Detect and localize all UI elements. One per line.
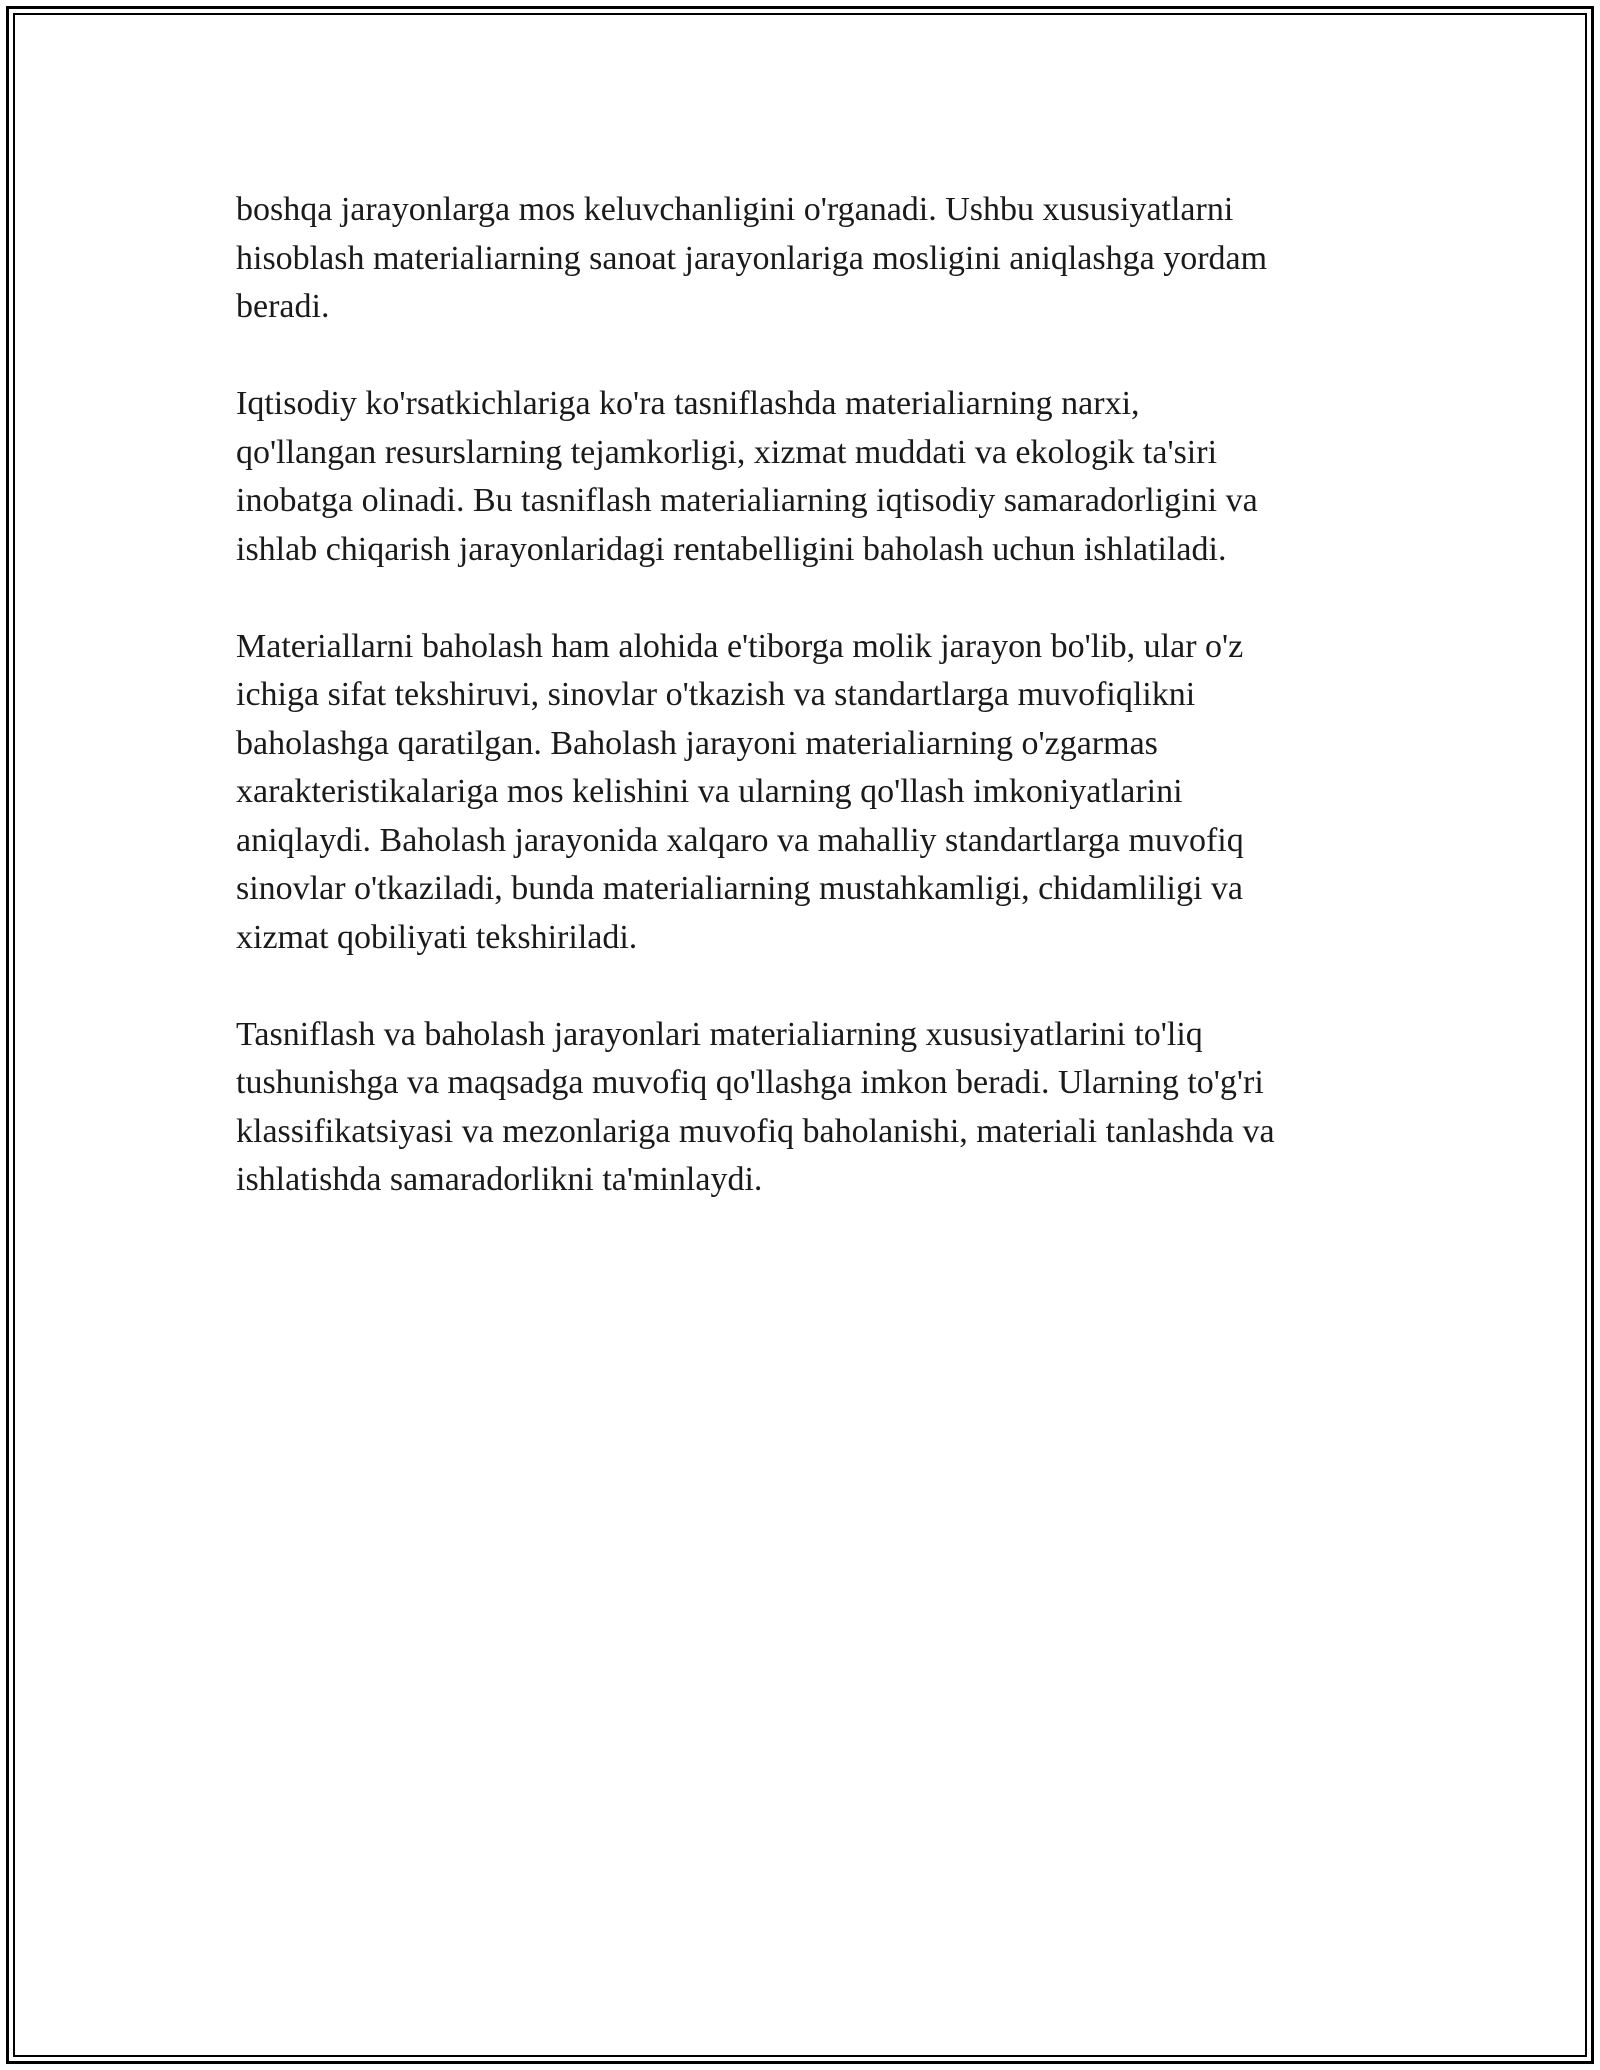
paragraph-3: Materiallarni baholash ham alohida e'tiborga molik jarayon bo'lib, ular o'z ichiga sifat tekshiruvi, sinovlar o'tkazish va standartlarga muvofiqlikni baholashga qaratilgan. Baholash jarayoni materialiarning o'zgarmas xarakteristikalariga mos kelishini va ularning qo'llash imkoniyatlarini aniqlaydi. Baholash jarayonida xalqaro va mahalliy standartlarga muvofiq sinovlar o'tkaziladi, bunda materialiarning mustahkamligi, chidamliligi va xizmat qobiliyati tekshiriladi. bbox=[236, 627, 1244, 956]
paragraph-2: Iqtisodiy ko'rsatkichlariga ko'ra tasniflashda materialiarning narxi, qo'llangan resurslarning tejamkorligi, xizmat muddati va ekologik ta'siri inobatga olinadi. Bu tasniflash materialiarning iqtisodiy samaradorligini va ishlab chiqarish jarayonlaridagi rentabelligini baholash uchun ishlatiladi. bbox=[236, 385, 1258, 568]
paragraph-1: boshqa jarayonlarga mos keluvchanligini o'rganadi. Ushbu xususiyatlarni hisoblash materialiarning sanoat jarayonlariga mosligini aniqlashga yordam beradi. bbox=[236, 191, 1268, 325]
paragraph-4: Tasniflash va baholash jarayonlari materialiarning xususiyatlarini to'liq tushunishga va maqsadga muvofiq qo'llashga imkon beradi. Ularning to'g'ri klassifikatsiyasi va mezonlariga muvofiq baholanishi, materiali tanlashda va ishlatishda samaradorlikni ta'minlaydi. bbox=[236, 1015, 1275, 1198]
document-body bbox=[236, 186, 1376, 1253]
